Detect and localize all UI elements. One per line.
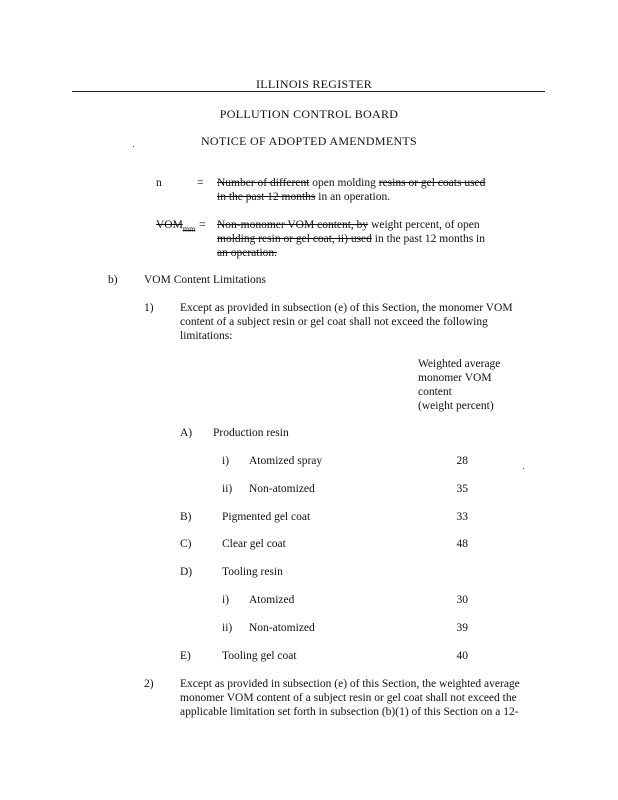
def-vom-equals: = [199, 219, 206, 231]
row-d-i-label: i) [222, 594, 230, 606]
speck [523, 468, 524, 469]
item1-label: 1) [144, 302, 154, 314]
row-d-i-name: Atomized [249, 594, 295, 606]
def-vom-line2: molding resin or gel coat, ii) used in the past 12 months in [217, 233, 485, 245]
speck [133, 146, 134, 147]
row-a-i-value: 28 [456, 455, 468, 467]
row-d-ii-value: 39 [456, 622, 468, 634]
def-vom-symbol: $VOM_{mm}$ [156, 219, 196, 234]
col-header-line1: Weighted average [418, 358, 501, 370]
row-a-ii-label: ii) [222, 483, 233, 495]
col-header-line4: (weight percent) [418, 400, 494, 412]
header-rule-right [431, 91, 545, 92]
register-title: ILLINOIS REGISTER [256, 77, 373, 91]
item2-line3: applicable limitation set forth in subsection (b)(1) of this Section on a 12- [180, 706, 519, 718]
row-d-label: D) [180, 566, 193, 578]
row-d-i-value: 30 [456, 594, 468, 606]
item2-line2: monomer VOM content of a subject resin or gel coat shall not exceed the [180, 692, 517, 704]
section-b-title: VOM Content Limitations [144, 274, 267, 286]
board-title: POLLUTION CONTROL BOARD [219, 107, 399, 121]
def-vom-line3: an operation. [217, 247, 278, 259]
def-vom-line1: Non-monomer VOM content, by weight percent, of open [217, 219, 480, 231]
row-a-i-label: i) [222, 455, 230, 467]
row-c-label: C) [180, 538, 192, 550]
item2-line1: Except as provided in subsection (e) of this Section, the weighted average [180, 678, 520, 690]
row-b-name: Pigmented gel coat [222, 511, 311, 523]
row-a-label: A) [180, 427, 193, 439]
col-header-line3: content [418, 386, 452, 398]
row-d-ii-name: Non-atomized [249, 622, 315, 634]
row-b-label: B) [180, 511, 192, 523]
item1-line1: Except as provided in subsection (e) of this Section, the monomer VOM [180, 302, 513, 314]
row-d-ii-label: ii) [222, 622, 233, 634]
section-b-label: b) [108, 274, 118, 286]
notice-title: NOTICE OF ADOPTED AMENDMENTS [200, 134, 418, 148]
row-a-ii-name: Non-atomized [249, 483, 315, 495]
item1-line3: limitations: [180, 330, 233, 342]
row-c-value: 48 [456, 538, 468, 550]
def-n-line2: in the past 12 months in an operation. [217, 191, 391, 203]
def-n-equals: = [197, 177, 204, 189]
row-e-label: E) [180, 650, 191, 662]
row-e-value: 40 [456, 650, 468, 662]
row-c-name: Clear gel coat [222, 538, 286, 550]
item2-label: 2) [144, 678, 154, 690]
row-a-name: Production resin [213, 427, 289, 439]
row-e-name: Tooling gel coat [222, 650, 297, 662]
def-n-symbol: n [156, 177, 162, 189]
def-n-line1: Number of different open molding resins or gel coats used [217, 177, 486, 189]
row-a-ii-value: 35 [456, 483, 468, 495]
item1-line2: content of a subject resin or gel coat shall not exceed the following [180, 316, 488, 328]
row-d-name: Tooling resin [222, 566, 283, 578]
col-header-line2: monomer VOM [418, 372, 492, 384]
row-a-i-name: Atomized spray [249, 455, 323, 467]
row-b-value: 33 [456, 511, 468, 523]
